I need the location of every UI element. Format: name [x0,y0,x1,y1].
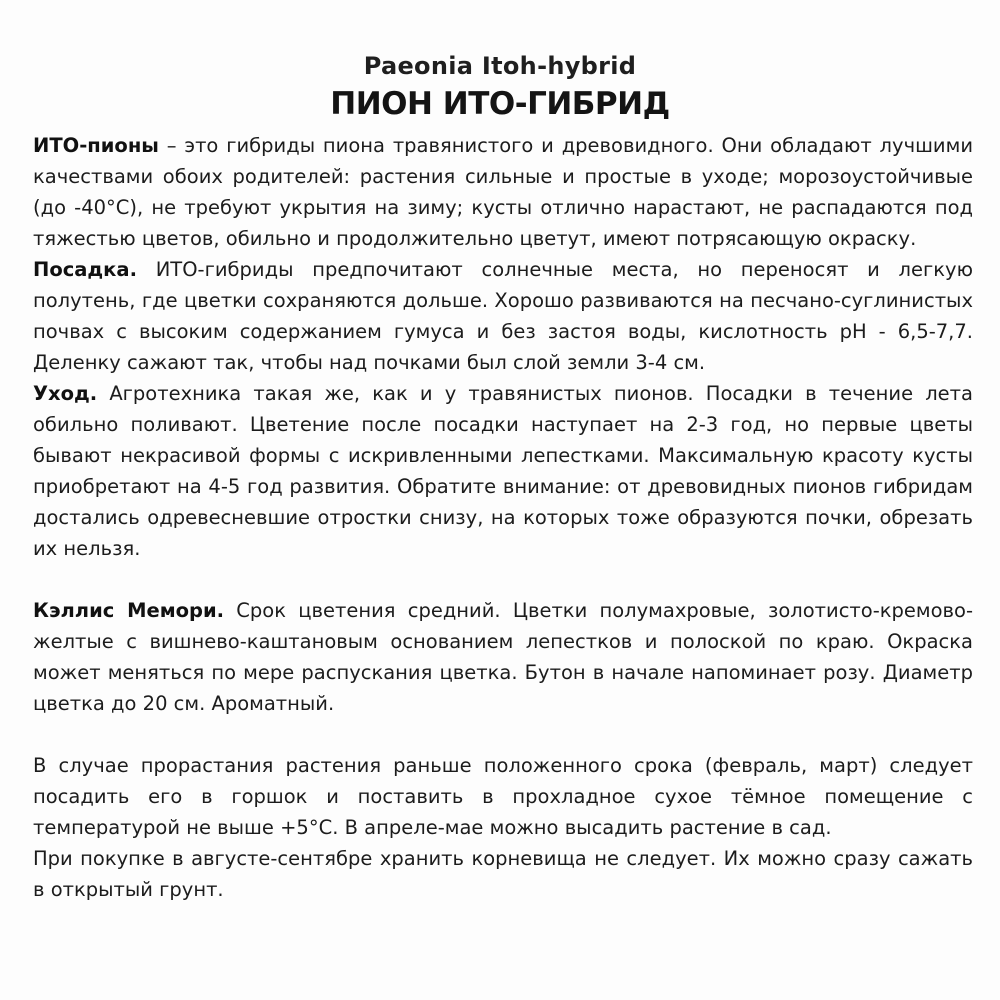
body-text [33,130,973,905]
page-title: ПИОН ИТО-ГИБРИД [330,86,670,122]
variety-paragraph [33,595,973,719]
planting-lead: Посадка. [33,258,137,281]
storage-text-1: В случае прорастания растения раньше положенного срока (февраль, март) следует посадить его в горшок и поставить в прохладное сухое тёмное помещение с температурой не выше +5°С. В апреле-мае можно высадить растение в сад. [33,754,973,839]
intro-paragraph [33,130,973,254]
care-text: Агротехника такая же, как и у травянистых пионов. Посадки в течение лета обильно поливают. Цветение после посадки наступает на 2-3 год, но первые цветы бывают некрасивой формы с искривленными лепестками. Максимальную красоту кусты приобретают на 4-5 год развития. Обратите внимание: от древовидных пионов гибридам достались одревесневшие отростки снизу, на которых тоже образуются почки, обрезать их нельзя. [33,382,973,560]
storage-text-2: При покупке в августе-сентябре хранить корневища не следует. Их можно сразу сажать в открытый грунт. [33,847,973,901]
storage-paragraph-1 [33,750,973,843]
spacer [33,564,973,595]
variety-text: Срок цветения средний. Цветки полумахровые, золотисто-кремово-желтые с вишнево-каштановым основанием лепестков и полоской по краю. Окраска может меняться по мере распускания цветка. Бутон в начале напоминает розу. Диаметр цветка до 20 см. Ароматный. [33,599,973,715]
storage-paragraph-2 [33,843,973,905]
latin-heading-text: Paeonia Itoh-hybrid [363,52,637,80]
care-lead: Уход. [33,382,98,405]
intro-lead: ИТО-пионы [33,134,159,157]
intro-text: – это гибриды пиона травянистого и древовидного. Они обладают лучшими качествами обоих родителей: растения сильные и простые в уходе; морозоустойчивые (до -40°С), не требуют укрытия на зиму; кусты отлично нарастают, не распадаются под тяжестью цветов, обильно и продолжительно цветут, имеют потрясающую окраску. [33,134,973,250]
planting-paragraph [33,254,973,378]
variety-lead: Кэллис Мемори. [33,599,225,622]
care-paragraph [33,378,973,564]
spacer [33,719,973,750]
planting-text: ИТО-гибриды предпочитают солнечные места, но переносят и легкую полутень, где цветки сохраняются дольше. Хорошо развиваются на песчано-суглинистых почвах с высоким содержанием гумуса и без застоя воды, кислотность pH - 6,5-7,7. Деленку сажают так, чтобы над почками был слой земли 3-4 см. [33,258,973,374]
latin-heading-cut [0,50,1000,80]
